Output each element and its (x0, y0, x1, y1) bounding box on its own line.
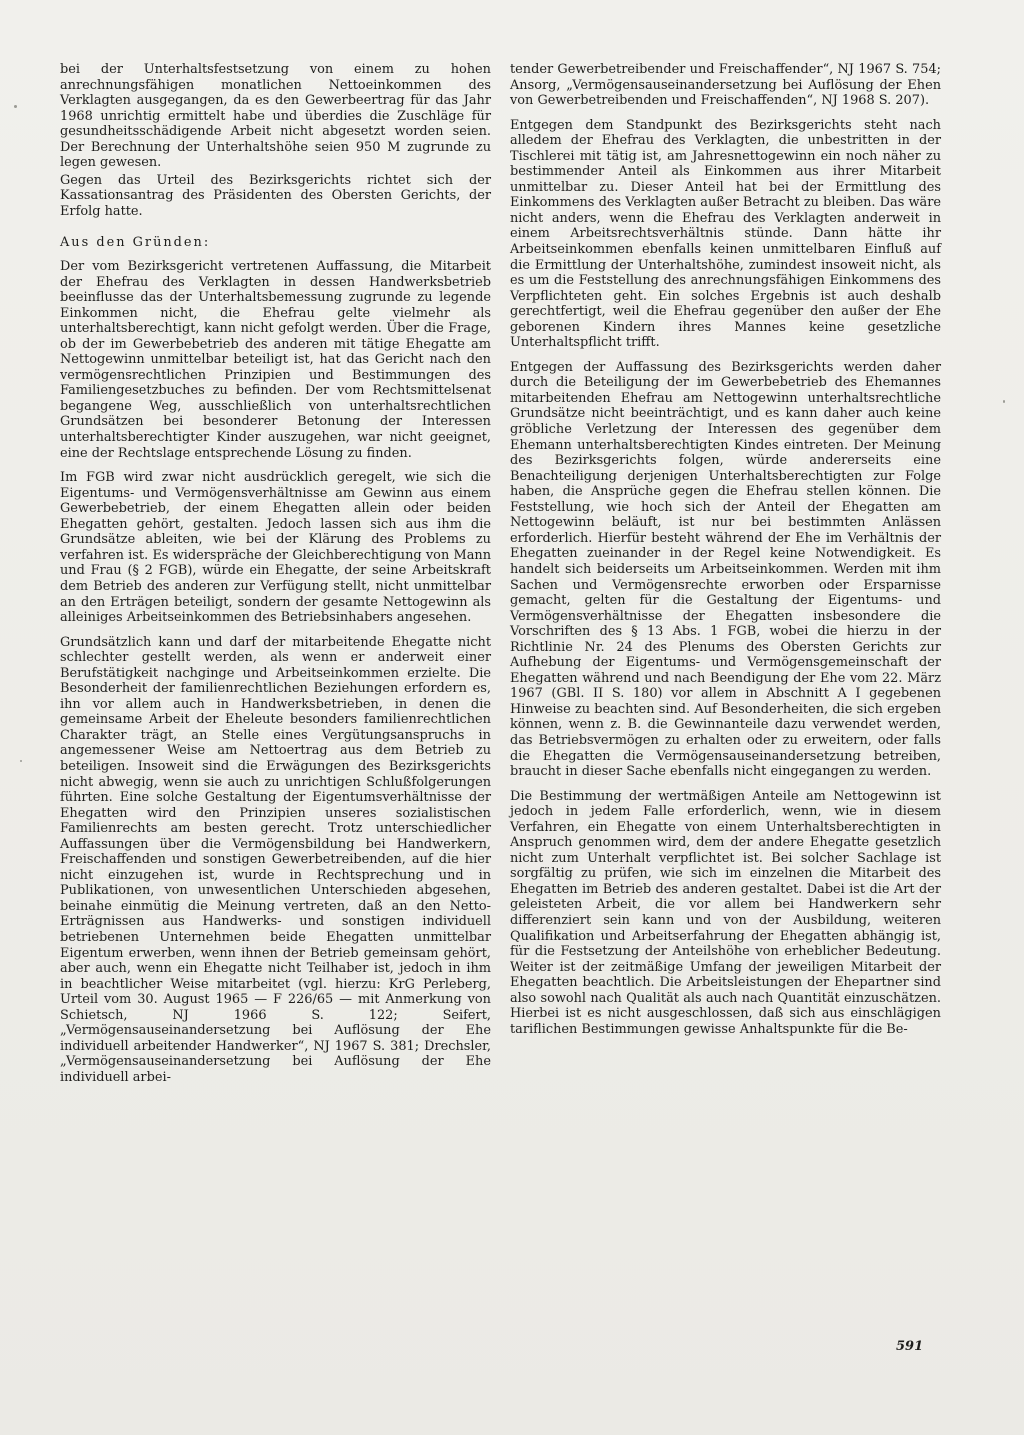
right-column (510, 62, 941, 1046)
paragraph: Die Bestimmung der wertmäßigen Anteile am Nettogewinn ist jedoch in jedem Falle erforderlich, wenn, wie in diesem Verfahren, ein Ehegatte von einem Unterhaltsberechtigten in Anspruch genommen wird, dem der andere Ehegatte gesetzlich nicht zum Unterhalt verpflichtet ist. Bei solcher Sachlage ist sorgfältig zu prüfen, wie sich im einzelnen die Mitarbeit des Ehegatten im Betrieb des anderen gestaltet. Dabei ist die Art der geleisteten Arbeit, die vor allem bei Handwerkern sehr differenziert sein kann und von der Ausbildung, weiteren Qualifikation und Arbeitserfahrung der Ehegatten abhängig ist, für die Festsetzung der Anteilshöhe von erheblicher Bedeutung. Weiter ist der zeitmäßige Umfang der jeweiligen Mitarbeit der Ehegatten beachtlich. Die Arbeitsleistungen der Ehepartner sind also sowohl nach Qualität als auch nach Quantität einzuschätzen. Hierbei ist es nicht ausgeschlossen, daß sich aus einschlägigen tariflichen Bestimmungen gewisse Anhaltspunkte für die Be- (510, 788, 941, 1037)
paragraph: bei der Unterhaltsfestsetzung von einem zu hohen anrechnungsfähigen monatlichen Nettoeinkommen des Verklagten ausgegangen, da es den Gewerbeertrag für das Jahr 1968 unrichtig ermittelt habe und überdies die Zuschläge für gesundheitsschädigende Arbeit nicht abgesetzt worden seien. Der Berechnung der Unterhaltshöhe seien 950 M zugrunde zu legen gewesen. (60, 62, 491, 171)
scan-speck (20, 760, 22, 762)
scan-speck (1003, 400, 1005, 403)
paragraph: Grundsätzlich kann und darf der mitarbeitende Ehegatte nicht schlechter gestellt werden, als wenn er anderweit einer Berufstätigkeit nachginge und Arbeitseinkommen erzielte. Die Besonderheit der familienrechtlichen Beziehungen erfordern es, ihn vor allem auch in Handwerksbetrieben, in denen die gemeinsame Arbeit der Eheleute besonders familienrechtlichen Charakter trägt, an Stelle eines Vergütungsanspruchs in angemessener Weise am Nettoertrag aus dem Betrieb zu beteiligen. Insoweit sind die Erwägungen des Bezirksgerichts nicht abwegig, wenn sie auch zu unrichtigen Schlußfolgerungen führten. Eine solche Gestaltung der Eigentumsverhältnisse der Ehegatten wird den Prinzipien unseres sozialistischen Familienrechts am besten gerecht. Trotz unterschiedlicher Auffassungen über die Vermögensbildung bei Handwerkern, Freischaffenden und sonstigen Gewerbetreibenden, auf die hier nicht einzugehen ist, wurde in Rechtsprechung und in Publikationen, von unwesentlichen Unterschieden abgesehen, beinahe einmütig die Meinung vertreten, daß an den Netto-Erträgnissen aus Handwerks- und sonstigen individuell betriebenen Unternehmen beide Ehegatten unmittelbar Eigentum erwerben, wenn ihnen der Betrieb gemeinsam gehört, aber auch, wenn ein Ehegatte nicht Teilhaber ist, jedoch in ihm in beachtlicher Weise mitarbeitet (vgl. hierzu: KrG Perleberg, Urteil vom 30. August 1965 — F 226/65 — mit Anmerkung von Schietsch, NJ 1966 S. 122; Seifert, „Vermögensauseinandersetzung bei Auflösung der Ehe individuell arbeitender Handwerker“, NJ 1967 S. 381; Drechsler, „Vermögensauseinandersetzung bei Auflösung der Ehe individuell arbei- (60, 634, 491, 1085)
left-column (60, 62, 491, 1094)
paragraph: tender Gewerbetreibender und Freischaffender“, NJ 1967 S. 754; Ansorg, „Vermögensauseinandersetzung bei Auflösung der Ehen von Gewerbetreibenden und Freischaffenden“, NJ 1968 S. 207). (510, 62, 941, 109)
paragraph: Entgegen dem Standpunkt des Bezirksgerichts steht nach alledem der Ehefrau des Verklagten, die unbestritten in der Tischlerei mit tätig ist, am Jahresnettogewinn ein noch näher zu bestimmender Anteil als Einkommen aus ihrer Mitarbeit unmittelbar zu. Dieser Anteil hat bei der Ermittlung des Einkommens des Verklagten außer Betracht zu bleiben. Das wäre nicht anders, wenn die Ehefrau des Verklagten anderweit in einem Arbeitsrechtsverhältnis stünde. Dann hätte ihr Arbeitseinkommen ebenfalls keinen unmittelbaren Einfluß auf die Ermittlung der Unterhaltshöhe, zumindest insoweit nicht, als es um die Feststellung des anrechnungsfähigen Einkommens des Verpflichteten geht. Ein solches Ergebnis ist auch deshalb gerechtfertigt, weil die Ehefrau gegenüber den außer der Ehe geborenen Kindern ihres Mannes keine gesetzliche Unterhaltspflicht trifft. (510, 117, 941, 351)
paragraph: Gegen das Urteil des Bezirksgerichts richtet sich der Kassationsantrag des Präsidenten des Obersten Gerichts, der Erfolg hatte. (60, 172, 491, 219)
paragraph: Entgegen der Auffassung des Bezirksgerichts werden daher durch die Beteiligung der im Gewerbebetrieb des Ehemannes mitarbeitenden Ehefrau am Nettogewinn unterhaltsrechtliche Grundsätze nicht beeinträchtigt, und es kann daher auch keine gröbliche Verletzung der Interessen des gegenüber dem Ehemann unterhaltsberechtigten Kindes eintreten. Der Meinung des Bezirksgerichts folgen, würde andererseits eine Benachteiligung derjenigen Unterhaltsberechtigten zur Folge haben, die Ansprüche gegen die Ehefrau stellen können. Die Feststellung, wie hoch sich der Anteil der Ehegatten am Nettogewinn beläuft, ist nur bei bestimmten Anlässen erforderlich. Hierfür besteht während der Ehe im Verhältnis der Ehegatten zueinander in der Regel keine Notwendigkeit. Es handelt sich beiderseits um Arbeitseinkommen. Werden mit ihm Sachen und Vermögensrechte erworben oder Ersparnisse gemacht, gelten für die Gestaltung der Eigentums- und Vermögensverhältnisse der Ehegatten insbesondere die Vorschriften des § 13 Abs. 1 FGB, wobei die hierzu in der Richtlinie Nr. 24 des Plenums des Obersten Gerichts zur Aufhebung der Eigentums- und Vermögensgemeinschaft der Ehegatten während und nach Beendigung der Ehe vom 22. März 1967 (GBl. II S. 180) vor allem in Abschnitt A I gegebenen Hinweise zu beachten sind. Auf Besonderheiten, die sich ergeben können, wenn z. B. die Gewinnanteile dazu verwendet werden, das Betriebsvermögen zu erhalten oder zu erweitern, oder falls die Ehegatten die Vermögensauseinandersetzung betreiben, braucht in dieser Sache ebenfalls nicht eingegangen zu werden. (510, 359, 941, 780)
scan-speck (14, 105, 17, 108)
paragraph: Der vom Bezirksgericht vertretenen Auffassung, die Mitarbeit der Ehefrau des Verklagten in dessen Handwerksbetrieb beeinflusse das der Unterhaltsbemessung zugrunde zu legende Einkommen nicht, die Ehefrau gelte vielmehr als unterhaltsberechtigt, kann nicht gefolgt werden. Über die Frage, ob der im Gewerbebetrieb des anderen mit tätige Ehegatte am Nettogewinn unmittelbar beteiligt ist, hat das Gericht nach den vermögensrechtlichen Prinzipien und Bestimmungen des Familiengesetzbuches zu befinden. Der vom Rechtsmittelsenat begangene Weg, ausschließlich von unterhaltsrechtlichen Grundsätzen bei besonderer Betonung der Interessen unterhaltsberechtigter Kinder auszugehen, war nicht geeignet, eine der Rechtslage entsprechende Lösung zu finden. (60, 259, 491, 461)
section-heading: Aus den Gründen: (60, 235, 211, 251)
page-number: 591 (896, 1339, 924, 1354)
paragraph: Im FGB wird zwar nicht ausdrücklich geregelt, wie sich die Eigentums- und Vermögensverhältnisse am Gewinn aus einem Gewerbebetrieb, der einem Ehegatten allein oder beiden Ehegatten gehört, gestalten. Jedoch lassen sich aus ihm die Grundsätze ableiten, wie bei der Klärung des Problems zu verfahren ist. Es widerspräche der Gleichberechtigung von Mann und Frau (§ 2 FGB), würde ein Ehegatte, der seine Arbeitskraft dem Betrieb des anderen zur Verfügung stellt, nicht unmittelbar an den Erträgen beteiligt, sondern der gesamte Nettogewinn als alleiniges Arbeitseinkommen des Betriebsinhabers angesehen. (60, 470, 491, 626)
